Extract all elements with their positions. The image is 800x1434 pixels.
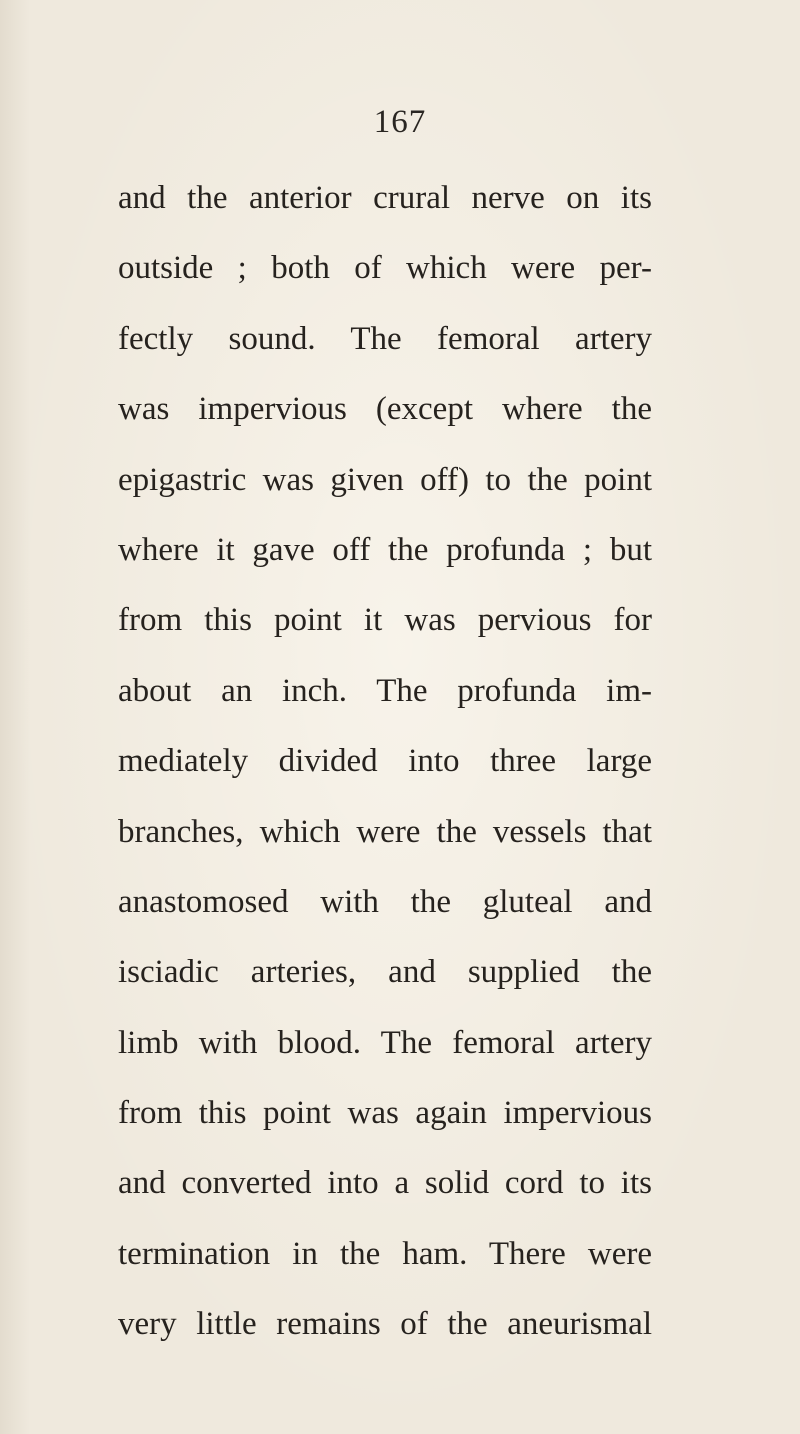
text-line: was impervious (except where the <box>118 391 652 428</box>
page-number: 167 <box>373 104 427 140</box>
text-line: epigastric was given off) to the point <box>118 461 652 498</box>
text-line: about an inch. The profunda im- <box>118 672 652 709</box>
text-line: from this point it was pervious for <box>118 602 652 639</box>
text-line: branches, which were the vessels that <box>118 813 652 850</box>
text-line: fectly sound. The femoral artery <box>118 320 652 357</box>
text-line: and the anterior crural nerve on its <box>118 180 652 216</box>
text-line: outside ; both of which were per- <box>118 250 652 287</box>
text-line: termination in the ham. There were <box>118 1235 652 1272</box>
body-text <box>118 163 652 1360</box>
text-line: anastomosed with the gluteal and <box>118 883 652 920</box>
text-line: where it gave off the profunda ; but <box>118 531 652 568</box>
text-line: from this point was again impervious <box>118 1095 652 1132</box>
text-line: isciadic arteries, and supplied the <box>118 954 652 991</box>
text-line: very little remains of the aneurismal <box>118 1306 652 1343</box>
text-line: mediately divided into three large <box>118 743 652 780</box>
text-line: limb with blood. The femoral artery <box>118 1024 652 1061</box>
text-line: and converted into a solid cord to its <box>118 1165 652 1202</box>
